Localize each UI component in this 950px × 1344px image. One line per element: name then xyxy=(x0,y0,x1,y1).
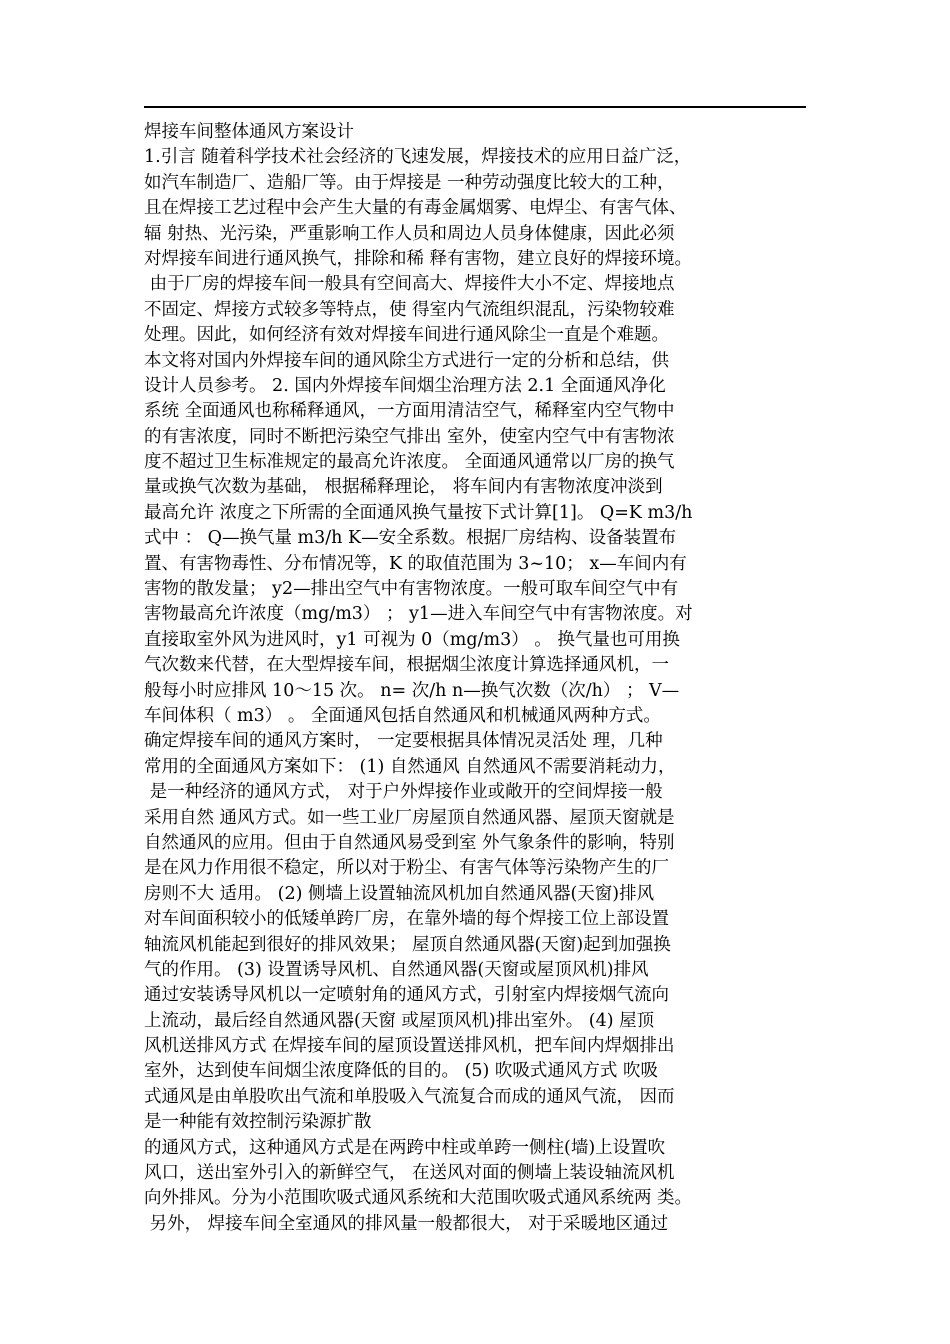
text-line: 上流动，最后经自然通风器(天窗 或屋顶风机)排出室外。 (4) 屋顶 xyxy=(144,1010,655,1031)
text-line: 房则不大 适用。 (2) 侧墙上设置轴流风机加自然通风器(天窗)排风 xyxy=(144,883,655,904)
header-rule xyxy=(144,106,806,108)
text-line: 采用自然 通风方式。如一些工业厂房屋顶自然通风器、屋顶天窗就是 xyxy=(144,807,675,828)
text-line: 量或换气次数为基础， 根据稀释理论， 将车间内有害物浓度冲淡到 xyxy=(144,477,663,498)
text-line: 系统 全面通风也称稀释通风，一方面用清洁空气，稀释室内空气物中 xyxy=(144,401,675,422)
text-line: 风机送排风方式 在焊接车间的屋顶设置送排风机，把车间内焊烟排出 xyxy=(144,1036,675,1057)
text-line: 且在焊接工艺过程中会产生大量的有毒金属烟雾、电焊尘、有害气体、 xyxy=(144,198,687,219)
text-line: 如汽车制造厂、造船厂等。由于焊接是 一种劳动强度比较大的工种， xyxy=(144,172,675,193)
text-line: 向外排风。分为小范围吹吸式通风系统和大范围吹吸式通风系统两 类。 xyxy=(144,1188,693,1209)
text-line: 是一种经济的通风方式， 对于户外焊接作业或敞开的空间焊接一般 xyxy=(144,782,663,803)
text-line: 室外，达到使车间烟尘浓度降低的目的。 (5) 吹吸式通风方式 吹吸 xyxy=(144,1061,658,1082)
text-line: 车间体积（ m3） 。 全面通风包括自然通风和机械通风两种方式。 xyxy=(144,705,661,726)
text-line: 的有害浓度，同时不断把污染空气排出 室外，使室内空气中有害物浓 xyxy=(144,426,675,447)
text-line: 般每小时应排风 10～15 次。 n= 次/h n—换气次数（次/h） ； V— xyxy=(144,680,680,701)
text-line: 式通风是由单股吹出气流和单股吸入气流复合而成的通风气流， 因而 xyxy=(144,1086,675,1107)
text-line: 通过安装诱导风机以一定喷射角的通风方式，引射室内焊接烟气流向 xyxy=(144,985,669,1006)
document-body xyxy=(144,120,814,1237)
text-line: 式中 ： Q—换气量 m3/h K—安全系数。根据厂房结构、设备装置布 xyxy=(144,528,677,549)
text-line: 处理。因此，如何经济有效对焊接车间进行通风除尘一直是个难题。 xyxy=(144,325,669,346)
text-line: 不固定、焊接方式较多等特点，使 得室内气流组织混乱，污染物较难 xyxy=(144,299,675,320)
text-line: 是一种能有效控制污染源扩散 xyxy=(144,1112,372,1133)
text-line: 设计人员参考。 2. 国内外焊接车间烟尘治理方法 2.1 全面通风净化 xyxy=(144,375,666,396)
text-line: 风口，送出室外引入的新鲜空气， 在送风对面的侧墙上装设轴流风机 xyxy=(144,1163,675,1184)
text-line: 最高允许 浓度之下所需的全面通风换气量按下式计算[1]。 Q=K m3/h xyxy=(144,502,693,523)
text-line: 的通风方式，这种通风方式是在两跨中柱或单跨一侧柱(墙)上设置吹 xyxy=(144,1137,666,1158)
text-line: 是在风力作用很不稳定，所以对于粉尘、有害气体等污染物产生的厂 xyxy=(144,858,669,879)
text-line: 本文将对国内外焊接车间的通风除尘方式进行一定的分析和总结，供 xyxy=(144,350,669,371)
document-title: 焊接车间整体通风方案设计 xyxy=(144,122,354,142)
text-line: 害物最高允许浓度（mg/m3） ； y1—进入车间空气中有害物浓度。对 xyxy=(144,604,693,625)
text-line: 害物的散发量； y2—排出空气中有害物浓度。一般可取车间空气中有 xyxy=(144,579,679,600)
text-line: 辐 射热、光污染，严重影响工作人员和周边人员身体健康，因此必须 xyxy=(144,223,675,244)
text-line: 气次数来代替，在大型焊接车间，根据烟尘浓度计算选择通风机，一 xyxy=(144,655,669,676)
text-line: 对焊接车间进行通风换气，排除和稀 释有害物，建立良好的焊接环境。 xyxy=(144,248,693,269)
text-line: 常用的全面通风方案如下： (1) 自然通风 自然通风不需要消耗动力， xyxy=(144,756,676,777)
text-line: 置、有害物毒性、分布情况等，K 的取值范围为 3~10； x—车间内有 xyxy=(144,553,687,574)
text-line: 确定焊接车间的通风方案时， 一定要根据具体情况灵活处 理，几种 xyxy=(144,731,663,752)
text-line: 度不超过卫生标准规定的最高允许浓度。 全面通风通常以厂房的换气 xyxy=(144,452,675,473)
text-line: 由于厂房的焊接车间一般具有空间高大、焊接件大小不定、焊接地点 xyxy=(144,274,675,295)
text-line: 1.引言 随着科学技术社会经济的飞速发展，焊接技术的应用日益广泛， xyxy=(144,147,692,168)
text-line: 自然通风的应用。但由于自然通风易受到室 外气象条件的影响，特别 xyxy=(144,832,675,853)
text-line: 轴流风机能起到很好的排风效果； 屋顶自然通风器(天窗)起到加强换 xyxy=(144,934,671,955)
text-line: 气的作用。 (3) 设置诱导风机、自然通风器(天窗或屋顶风机)排风 xyxy=(144,959,649,980)
text-line: 对车间面积较小的低矮单跨厂房，在靠外墙的每个焊接工位上部设置 xyxy=(144,909,669,930)
text-line: 另外， 焊接车间全室通风的排风量一般都很大， 对于采暖地区通过 xyxy=(144,1213,669,1234)
text-line: 直接取室外风为进风时，y1 可视为 0（mg/m3） 。 换气量也可用换 xyxy=(144,629,680,650)
